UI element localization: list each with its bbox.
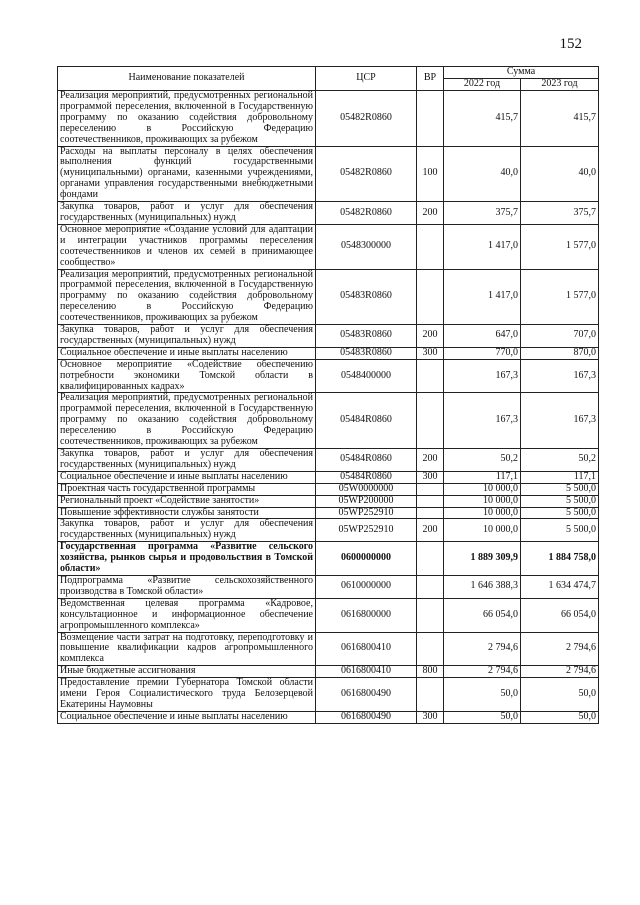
- row-sum-2022: 770,0: [444, 347, 521, 359]
- row-sum-2022: 2 794,6: [444, 632, 521, 666]
- header-name: Наименование показателей: [58, 67, 316, 91]
- row-vr: 200: [417, 325, 444, 348]
- header-csr: ЦСР: [316, 67, 417, 91]
- row-sum-2022: 10 000,0: [444, 483, 521, 495]
- row-csr: 0616800490: [316, 711, 417, 723]
- row-csr: 05W0000000: [316, 483, 417, 495]
- row-name: Основное мероприятие «Создание условий для адаптации и интеграции участников программы переселения соотечественников и членов их семей в принимающее сообщество»: [58, 224, 316, 269]
- row-sum-2023: 5 500,0: [521, 519, 599, 542]
- row-csr: 0600000000: [316, 542, 417, 576]
- page-number: 152: [559, 36, 582, 52]
- row-sum-2022: 167,3: [444, 393, 521, 449]
- row-csr: 05483R0860: [316, 325, 417, 348]
- row-sum-2022: 10 000,0: [444, 495, 521, 507]
- row-vr: 300: [417, 711, 444, 723]
- row-sum-2022: 66 054,0: [444, 598, 521, 632]
- row-csr: 05483R0860: [316, 347, 417, 359]
- header-vr: ВР: [417, 67, 444, 91]
- row-vr: [417, 542, 444, 576]
- row-vr: 300: [417, 347, 444, 359]
- row-sum-2023: 117,1: [521, 471, 599, 483]
- row-name: Ведомственная целевая программа «Кадровое, консультационное и информационное обеспечение агропромышленного комплекса»: [58, 598, 316, 632]
- row-vr: 200: [417, 449, 444, 472]
- row-vr: 200: [417, 202, 444, 225]
- row-name: Закупка товаров, работ и услуг для обеспечения государственных (муниципальных) нужд: [58, 519, 316, 542]
- row-csr: 0616800410: [316, 632, 417, 666]
- row-sum-2022: 40,0: [444, 146, 521, 202]
- row-sum-2023: 40,0: [521, 146, 599, 202]
- row-name: Региональный проект «Содействие занятости»: [58, 495, 316, 507]
- row-csr: 05WP252910: [316, 519, 417, 542]
- table-row: [58, 471, 599, 483]
- row-sum-2022: 10 000,0: [444, 507, 521, 519]
- row-sum-2023: 1 577,0: [521, 269, 599, 325]
- row-name: Реализация мероприятий, предусмотренных региональной программой переселения, включенной в Государственную программу по оказанию содействия добровольному переселению в Российскую Федерацию соотечественников, проживающих за рубежом: [58, 91, 316, 147]
- row-vr: [417, 224, 444, 269]
- row-sum-2023: 870,0: [521, 347, 599, 359]
- table-row: [58, 519, 599, 542]
- row-sum-2023: 167,3: [521, 393, 599, 449]
- row-vr: [417, 269, 444, 325]
- row-vr: [417, 598, 444, 632]
- row-name: Иные бюджетные ассигнования: [58, 666, 316, 678]
- row-vr: [417, 495, 444, 507]
- row-name: Расходы на выплаты персоналу в целях обеспечения выполнения функций государственными (муниципальными) органами, казенными учреждениями, органами управления государственными внебюджетными фондами: [58, 146, 316, 202]
- row-sum-2022: 1 417,0: [444, 269, 521, 325]
- table-row: [58, 542, 599, 576]
- row-sum-2023: 1 577,0: [521, 224, 599, 269]
- row-name: Социальное обеспечение и иные выплаты населению: [58, 347, 316, 359]
- row-sum-2023: 50,0: [521, 711, 599, 723]
- row-sum-2022: 415,7: [444, 91, 521, 147]
- row-name: Социальное обеспечение и иные выплаты населению: [58, 711, 316, 723]
- row-sum-2023: 50,0: [521, 678, 599, 712]
- row-sum-2023: 66 054,0: [521, 598, 599, 632]
- row-sum-2022: 1 646 388,3: [444, 575, 521, 598]
- table-row: [58, 495, 599, 507]
- row-name: Реализация мероприятий, предусмотренных региональной программой переселения, включенной в Государственную программу по оказанию содействия добровольному переселению в Российскую Федерацию соотечественников, проживающих за рубежом: [58, 393, 316, 449]
- row-csr: 0610000000: [316, 575, 417, 598]
- row-sum-2023: 2 794,6: [521, 632, 599, 666]
- table-row: [58, 678, 599, 712]
- row-sum-2023: 50,2: [521, 449, 599, 472]
- table-row: [58, 711, 599, 723]
- row-vr: [417, 632, 444, 666]
- row-csr: 0616800490: [316, 678, 417, 712]
- table-row: [58, 91, 599, 147]
- row-sum-2022: 50,0: [444, 711, 521, 723]
- table-row: [58, 575, 599, 598]
- row-csr: 05482R0860: [316, 91, 417, 147]
- table-row: [58, 202, 599, 225]
- row-name: Закупка товаров, работ и услуг для обеспечения государственных (муниципальных) нужд: [58, 202, 316, 225]
- header-year-2023: 2023 год: [521, 79, 599, 91]
- row-csr: 05482R0860: [316, 146, 417, 202]
- row-sum-2023: 1 634 474,7: [521, 575, 599, 598]
- row-vr: [417, 393, 444, 449]
- row-name: Реализация мероприятий, предусмотренных региональной программой переселения, включенной в Государственную программу по оказанию содействия добровольному переселению в Российскую Федерацию соотечественников, проживающих за рубежом: [58, 269, 316, 325]
- table-row: [58, 598, 599, 632]
- row-vr: 800: [417, 666, 444, 678]
- row-csr: 0548300000: [316, 224, 417, 269]
- row-sum-2023: 375,7: [521, 202, 599, 225]
- row-csr: 05482R0860: [316, 202, 417, 225]
- table-row: [58, 325, 599, 348]
- row-sum-2023: 5 500,0: [521, 507, 599, 519]
- row-sum-2023: 1 884 758,0: [521, 542, 599, 576]
- header-year-2022: 2022 год: [444, 79, 521, 91]
- row-vr: [417, 507, 444, 519]
- table-row: [58, 449, 599, 472]
- table-row: [58, 347, 599, 359]
- row-name: Проектная часть государственной программы: [58, 483, 316, 495]
- row-sum-2023: 5 500,0: [521, 483, 599, 495]
- row-name: Предоставление премии Губернатора Томской области имени Героя Социалистического труда Белозерцевой Екатерины Наумовны: [58, 678, 316, 712]
- table-row: [58, 146, 599, 202]
- row-sum-2023: 2 794,6: [521, 666, 599, 678]
- row-vr: 300: [417, 471, 444, 483]
- row-name: Основное мероприятие «Содействие обеспечению потребности экономики Томской области в квалифицированных кадрах»: [58, 359, 316, 393]
- row-sum-2022: 2 794,6: [444, 666, 521, 678]
- row-sum-2023: 5 500,0: [521, 495, 599, 507]
- table-row: [58, 393, 599, 449]
- row-vr: [417, 483, 444, 495]
- row-name: Повышение эффективности службы занятости: [58, 507, 316, 519]
- table-row: [58, 632, 599, 666]
- row-csr: 05484R0860: [316, 471, 417, 483]
- row-sum-2023: 167,3: [521, 359, 599, 393]
- row-csr: 05484R0860: [316, 393, 417, 449]
- table-row: [58, 224, 599, 269]
- row-name: Социальное обеспечение и иные выплаты населению: [58, 471, 316, 483]
- row-vr: [417, 678, 444, 712]
- row-sum-2023: 707,0: [521, 325, 599, 348]
- row-name: Государственная программа «Развитие сельского хозяйства, рынков сырья и продовольствия в Томской области»: [58, 542, 316, 576]
- table-row: [58, 269, 599, 325]
- table-row: [58, 507, 599, 519]
- table-row: [58, 483, 599, 495]
- row-name: Закупка товаров, работ и услуг для обеспечения государственных (муниципальных) нужд: [58, 449, 316, 472]
- table-row: [58, 359, 599, 393]
- table-body: [58, 91, 599, 724]
- budget-table: [57, 66, 599, 724]
- row-sum-2022: 50,0: [444, 678, 521, 712]
- row-sum-2022: 167,3: [444, 359, 521, 393]
- row-csr: 05484R0860: [316, 449, 417, 472]
- table-row: [58, 666, 599, 678]
- row-name: Возмещение части затрат на подготовку, переподготовку и повышение квалификации кадров агропромышленного комплекса: [58, 632, 316, 666]
- row-csr: 0616800410: [316, 666, 417, 678]
- row-sum-2022: 10 000,0: [444, 519, 521, 542]
- row-csr: 05WP252910: [316, 507, 417, 519]
- row-sum-2022: 1 889 309,9: [444, 542, 521, 576]
- row-sum-2023: 415,7: [521, 91, 599, 147]
- row-sum-2022: 50,2: [444, 449, 521, 472]
- header-sum: Сумма: [444, 67, 599, 79]
- row-vr: [417, 575, 444, 598]
- row-csr: 0548400000: [316, 359, 417, 393]
- row-vr: [417, 359, 444, 393]
- row-vr: 100: [417, 146, 444, 202]
- row-vr: 200: [417, 519, 444, 542]
- row-sum-2022: 1 417,0: [444, 224, 521, 269]
- row-csr: 05483R0860: [316, 269, 417, 325]
- row-csr: 0616800000: [316, 598, 417, 632]
- row-sum-2022: 647,0: [444, 325, 521, 348]
- row-csr: 05WP200000: [316, 495, 417, 507]
- row-vr: [417, 91, 444, 147]
- row-sum-2022: 117,1: [444, 471, 521, 483]
- row-sum-2022: 375,7: [444, 202, 521, 225]
- row-name: Подпрограмма «Развитие сельскохозяйственного производства в Томской области»: [58, 575, 316, 598]
- row-name: Закупка товаров, работ и услуг для обеспечения государственных (муниципальных) нужд: [58, 325, 316, 348]
